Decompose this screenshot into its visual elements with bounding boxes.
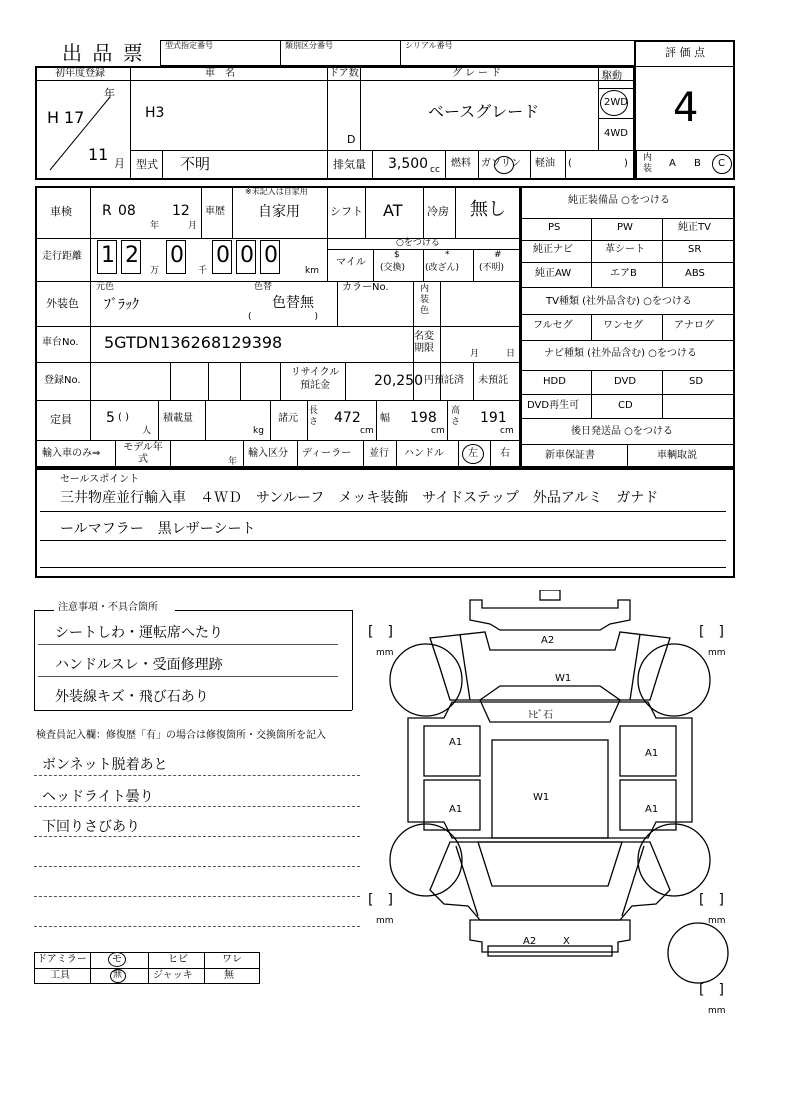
serial-label: シリアル番号 <box>405 41 453 50</box>
inspection-year: 08 <box>118 203 136 219</box>
load-label: 積載量 <box>163 413 193 424</box>
mark-a1-rr: A1 <box>645 804 659 815</box>
mark-a1-rl: A1 <box>449 804 463 815</box>
import-parallel: 並行 <box>369 448 389 459</box>
drive-2wd: 2WD <box>604 97 628 108</box>
mileage-unknown-sym: # <box>494 250 502 260</box>
equip-tv: 純正TV <box>678 222 711 233</box>
import-only-label: 輸入車のみ⇒ <box>42 448 101 459</box>
nav-dvd-play: DVD再生可 <box>527 400 580 411</box>
nav-title: ナビ種類 (社外品含む) ○をつける <box>544 348 697 359</box>
sales-point-label: セールスポイント <box>60 474 140 485</box>
first-reg-year: 17 <box>64 108 85 127</box>
tread-bracket-rl: [ ] <box>368 892 393 908</box>
history-note: ※未記入は自家用 <box>245 187 308 196</box>
interior-label: 内装 <box>643 153 653 174</box>
int-color-label: 内装色 <box>420 284 430 316</box>
ware-label: ワレ <box>222 954 242 965</box>
fuel-paren-open: ( <box>568 158 572 169</box>
height-label: 高さ <box>451 406 461 427</box>
capacity-paren: ( ) <box>118 412 129 423</box>
drive-label: 駆動 <box>602 71 622 82</box>
nav-hdd: HDD <box>543 376 566 387</box>
model-year-label: モデル年式 <box>123 442 163 465</box>
nav-cd: CD <box>618 400 633 411</box>
tread-mm-spare: mm <box>708 1006 726 1016</box>
type-no-label: 型式指定番号 <box>165 41 213 50</box>
width-value: 198 <box>410 410 437 426</box>
later-manual: 車輌取説 <box>657 450 697 461</box>
chassis-label: 車台No. <box>42 337 79 348</box>
mileage-exch: (交換) <box>380 263 406 273</box>
mileage-mile: マイル <box>336 257 366 268</box>
mileage-man: 万 <box>150 266 160 276</box>
mileage-label: 走行距離 <box>42 251 82 262</box>
first-reg-month-unit: 月 <box>114 157 125 170</box>
inspector-line-1: ボンネット脱着あと <box>42 757 168 773</box>
interior-b: B <box>694 158 701 169</box>
orig-color-value: ﾌﾞﾗｯｸ <box>104 297 139 313</box>
inspection-month: 12 <box>172 203 190 219</box>
recycle-value: 20,250 <box>374 373 423 389</box>
mileage-exch-sym: $ <box>394 250 400 260</box>
shift-value: AT <box>383 201 403 220</box>
score-label: 評 価 点 <box>665 46 705 59</box>
mark-w1-roof: W1 <box>533 792 550 803</box>
displacement-value: 3,500 <box>388 156 429 172</box>
fuel-paren-close: ) <box>624 158 628 169</box>
interior-a: A <box>669 158 676 169</box>
equip-ps: PS <box>548 222 561 233</box>
notes-line-2: ハンドルスレ・受面修理跡 <box>55 657 223 673</box>
mark-w1-front: W1 <box>555 673 572 684</box>
inspection-label: 車検 <box>50 205 72 218</box>
grade-value: ベースグレード <box>428 102 540 121</box>
color-no-label: カラーNo. <box>342 282 389 293</box>
tread-mm-fr: mm <box>708 648 726 658</box>
repaint-paren: ( ) <box>248 312 319 322</box>
mileage-alter-sym: * <box>445 250 450 260</box>
later-title: 後日発送品 ○をつける <box>571 426 673 437</box>
mileage-alter: (改ざん) <box>425 263 460 273</box>
equip-aw: 純正AW <box>535 268 572 279</box>
mark-tobi: ﾄﾋﾞ石 <box>528 710 553 721</box>
first-reg-month: 11 <box>88 145 109 164</box>
notes-line-1: シートしわ・運転席へたり <box>55 625 223 641</box>
model-value: 不明 <box>180 155 211 173</box>
mileage-digit-1: 1 <box>101 243 115 268</box>
grade-label: グレード <box>452 68 504 79</box>
equip-leather: 革シート <box>605 244 645 255</box>
recycle-deposited: 円預託済 <box>424 375 464 386</box>
model-label: 型式 <box>136 158 158 171</box>
mileage-digit-3: 0 <box>170 243 184 268</box>
inspection-era: R <box>102 203 112 219</box>
jack-value: 無 <box>224 970 234 981</box>
capacity-unit: 人 <box>142 426 152 436</box>
sales-point-line-2: ールマフラー 黒レザーシート <box>60 521 256 537</box>
equip-airbag: エアB <box>610 268 637 279</box>
mark-a1-fr: A1 <box>645 748 659 759</box>
inspection-year-unit: 年 <box>150 221 160 231</box>
notes-line-3: 外装線キズ・飛び石あり <box>55 689 209 705</box>
tv-oneseg: ワンセグ <box>603 320 643 331</box>
mark-a1-fl: A1 <box>449 737 463 748</box>
equip-abs: ABS <box>685 268 705 279</box>
score-value: 4 <box>673 85 699 131</box>
repaint-value: 色替無 <box>272 295 314 311</box>
load-unit: kg <box>253 426 264 436</box>
dims-label: 諸元 <box>278 413 298 424</box>
length-label: 長さ <box>309 406 319 427</box>
mirror-label: ドアミラー <box>37 954 87 965</box>
repaint-label: 色替 <box>254 282 273 292</box>
recycle-undeposited: 未預託 <box>478 375 508 386</box>
tread-mm-rl: mm <box>376 916 394 926</box>
ac-label: 冷房 <box>427 205 449 218</box>
mark-x-rear: X <box>563 936 570 947</box>
inspection-month-unit: 月 <box>188 221 198 231</box>
car-body-diagram <box>360 590 760 1020</box>
mileage-unknown: (不明) <box>479 263 505 273</box>
recycle-label: リサイクル預託金 <box>290 367 340 391</box>
tread-bracket-fr: [ ] <box>699 624 724 640</box>
interior-c: C <box>718 158 725 169</box>
inspector-line-3: 下回りさびあり <box>42 819 140 835</box>
mileage-digit-5: 0 <box>240 243 254 268</box>
first-reg-year-unit: 年 <box>104 87 115 100</box>
inspector-line-2: ヘッドライト曇り <box>42 789 154 805</box>
length-value: 472 <box>334 410 361 426</box>
width-unit: cm <box>431 426 445 436</box>
tools-label: 工具 <box>50 970 70 981</box>
ext-color-label: 外装色 <box>46 297 79 310</box>
mirror-circle <box>108 952 126 967</box>
name-change-month: 月 <box>470 349 480 359</box>
equip-navi: 純正ナビ <box>533 244 573 255</box>
notes-label: 注意事項・不具合箇所 <box>58 602 158 613</box>
fuel-gas-circle <box>494 156 514 174</box>
history-label: 車歴 <box>205 206 225 217</box>
length-unit: cm <box>360 426 374 436</box>
inspector-label: 検査員記入欄：修復歴「有」の場合は修復箇所・交換箇所を記入 <box>36 730 326 741</box>
door-value: D <box>347 133 356 146</box>
car-name-label: 車 名 <box>205 68 235 79</box>
header-code-box <box>160 40 635 66</box>
chassis-value: 5GTDN136268129398 <box>104 333 283 352</box>
capacity-label: 定員 <box>50 413 72 426</box>
car-name-value: H3 <box>145 105 165 121</box>
fuel-gas: ガソリン <box>481 158 521 169</box>
fuel-diesel: 軽油 <box>535 158 555 169</box>
displacement-label: 排気量 <box>333 158 366 171</box>
orig-color-label: 元色 <box>96 282 115 292</box>
history-value: 自家用 <box>258 204 300 220</box>
mark-a2-rear: A2 <box>523 936 537 947</box>
form-title: 出 品 票 <box>62 41 145 65</box>
model-year-unit: 年 <box>228 457 238 467</box>
shift-label: シフト <box>330 205 363 218</box>
name-change-label: 名変期限 <box>414 331 434 354</box>
mileage-digit-6: 0 <box>264 243 278 268</box>
handle-label: ハンドル <box>404 448 444 459</box>
tread-bracket-spare: [ ] <box>699 982 724 998</box>
handle-left: 左 <box>468 448 478 459</box>
tv-title: TV種類 (社外品含む) ○をつける <box>546 296 692 307</box>
capacity-value: 5 <box>106 410 115 426</box>
mileage-km: km <box>305 266 319 276</box>
first-reg-label: 初年度登録 <box>55 68 105 79</box>
tread-bracket-rr: [ ] <box>699 892 724 908</box>
displacement-unit: cc <box>430 165 440 175</box>
height-unit: cm <box>500 426 514 436</box>
nav-sd: SD <box>689 376 704 387</box>
width-label: 幅 <box>380 413 390 424</box>
import-dealer: ディーラー <box>302 448 352 459</box>
tread-bracket-fl: [ ] <box>368 624 393 640</box>
name-change-day: 日 <box>506 349 516 359</box>
tools-value: 無 <box>113 970 123 980</box>
ac-value: 無し <box>470 199 506 220</box>
mileage-digit-4: 0 <box>216 243 230 268</box>
import-class-label: 輸入区分 <box>248 448 288 459</box>
door-label: ドア数 <box>329 68 359 79</box>
later-warranty: 新車保証書 <box>545 450 595 461</box>
height-value: 191 <box>480 410 507 426</box>
reg-no-label: 登録No. <box>44 375 81 386</box>
tv-fullseg: フルセグ <box>533 320 573 331</box>
drive-4wd: 4WD <box>604 128 628 139</box>
hibi-label: ヒビ <box>168 954 188 965</box>
equip-pw: PW <box>617 222 633 233</box>
mileage-sen: 千 <box>198 266 208 276</box>
mileage-digit-2: 2 <box>125 243 139 268</box>
first-reg-era: H <box>47 108 60 127</box>
mileage-mark-note: ○をつける <box>396 238 440 248</box>
sales-point-line-1: 三井物産並行輸入車 ４ＷＤ サンルーフ メッキ装飾 サイドステップ 外品アルミ ガナド <box>60 490 659 506</box>
fuel-label: 燃料 <box>451 158 471 169</box>
mark-a2-front: A2 <box>541 635 555 646</box>
equip-sr: SR <box>688 244 702 255</box>
tv-analog: アナログ <box>674 320 714 331</box>
mirror-value: モ <box>112 954 122 965</box>
equipment-title: 純正装備品 ○をつける <box>568 195 670 206</box>
jack-label: ジャッキ <box>153 970 193 981</box>
class-no-label: 類別区分番号 <box>285 41 333 50</box>
tread-mm-rr: mm <box>708 916 726 926</box>
tread-mm-fl: mm <box>376 648 394 658</box>
handle-right: 右 <box>500 448 510 459</box>
nav-dvd: DVD <box>614 376 637 387</box>
